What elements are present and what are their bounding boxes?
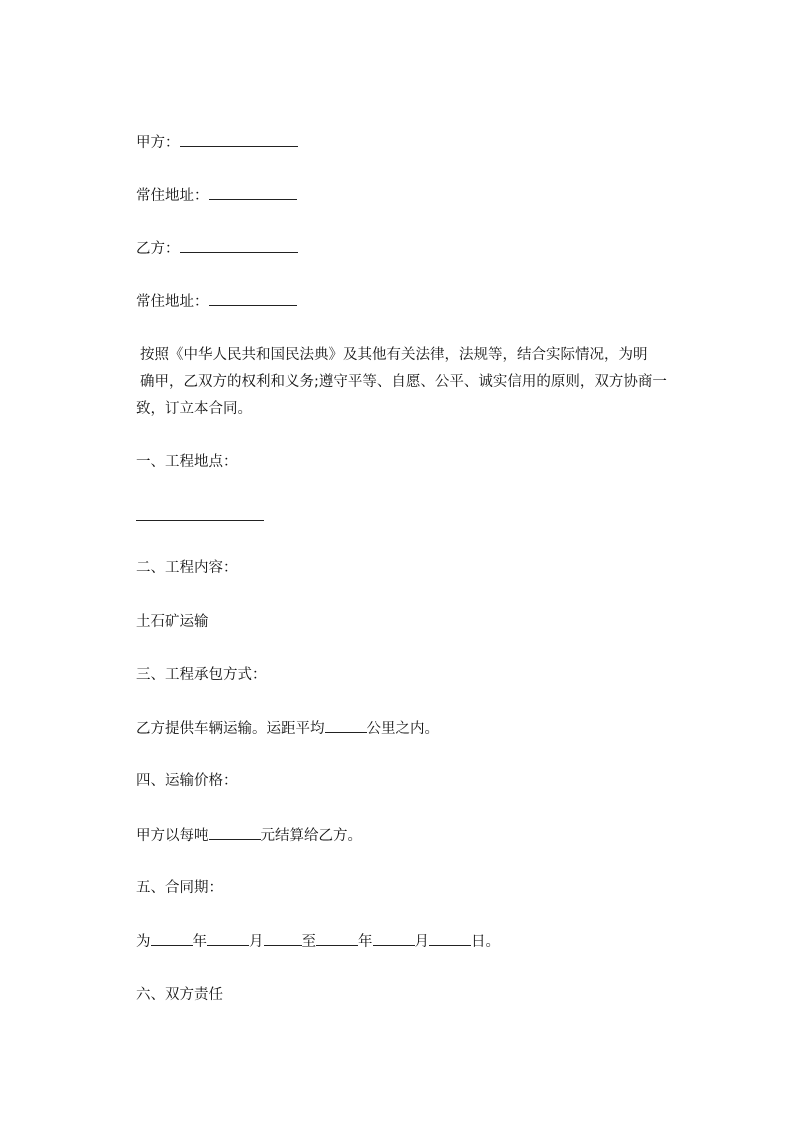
preamble-line-3: 致，订立本合同。 (136, 401, 252, 417)
distance-blank (325, 718, 367, 733)
party-b-blank (180, 238, 298, 253)
term-month-1: 月 (249, 934, 264, 950)
party-a-address-label: 常住地址： (136, 188, 209, 204)
start-year-blank (151, 931, 193, 946)
party-b-address-blank (209, 291, 297, 306)
party-b-label: 乙方： (136, 241, 180, 257)
term-wei: 为 (136, 934, 151, 950)
section-3-text-before: 乙方提供车辆运输。运距平均 (136, 721, 325, 737)
party-a-address-line (136, 185, 297, 206)
section-6-heading: 六、双方责任 (136, 987, 223, 1003)
section-4-heading: 四、运输价格： (136, 773, 238, 789)
term-day: 日。 (471, 934, 500, 950)
start-month-blank (207, 931, 249, 946)
end-month-blank (373, 931, 415, 946)
section-1-heading: 一、工程地点： (136, 454, 238, 470)
section-2-heading: 二、工程内容： (136, 560, 238, 576)
term-year-2: 年 (358, 934, 373, 950)
party-b-line (136, 238, 298, 259)
section-4-body (136, 825, 362, 846)
section-5-body (136, 931, 500, 952)
start-day-blank (264, 931, 302, 946)
section-5-heading: 五、合同期： (136, 880, 223, 896)
party-a-line (136, 132, 298, 153)
section-4-text-before: 甲方以每吨 (136, 828, 209, 844)
end-day-blank (429, 931, 471, 946)
party-a-address-blank (209, 185, 297, 200)
party-a-label: 甲方： (136, 135, 180, 151)
section-3-heading: 三、工程承包方式： (136, 667, 267, 683)
party-b-address-line (136, 291, 297, 312)
preamble-line-1: 按照《中华人民共和国民法典》及其他有关法律，法规等，结合实际情况，为明 (140, 347, 648, 363)
section-2-body: 土石矿运输 (136, 614, 209, 630)
end-year-blank (316, 931, 358, 946)
section-3-body (136, 718, 439, 739)
term-year-1: 年 (192, 934, 207, 950)
party-a-blank (180, 132, 298, 147)
price-blank (209, 825, 261, 840)
preamble-line-2: 确甲，乙双方的权利和义务;遵守平等、自愿、公平、诚实信用的原则，双方协商一 (140, 374, 667, 390)
term-month-2: 月 (414, 934, 429, 950)
party-b-address-label: 常住地址： (136, 294, 209, 310)
section-4-text-after: 元结算给乙方。 (260, 828, 362, 844)
term-to: 至 (301, 934, 316, 950)
section-1-location-blank (136, 519, 264, 521)
section-3-text-after: 公里之内。 (366, 721, 439, 737)
